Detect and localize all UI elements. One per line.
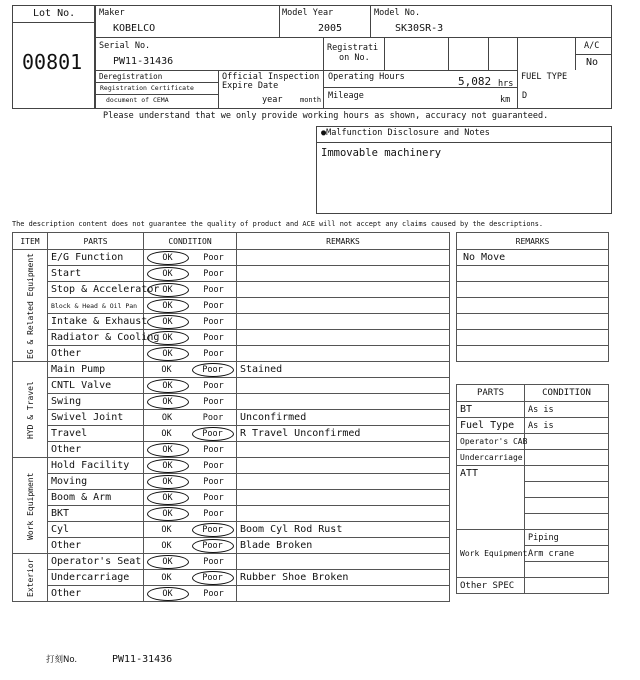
- registration-certificate-label: Registration Certificate: [100, 84, 194, 92]
- right-remark-row: [457, 266, 609, 282]
- condition-table: [12, 232, 450, 602]
- inspection-label: Official Inspection: [222, 72, 320, 82]
- remarks-table: [456, 232, 609, 362]
- remark-cell: [237, 554, 450, 570]
- remark-cell: [237, 506, 450, 522]
- maker-value: KOBELCO: [113, 23, 156, 34]
- table-row: [13, 314, 450, 330]
- condition-cell: [144, 506, 237, 522]
- condition-cell: [144, 474, 237, 490]
- att-value: [525, 466, 609, 482]
- poor-option: Poor: [192, 523, 234, 537]
- table-row: [13, 522, 450, 538]
- remark-cell: [237, 298, 450, 314]
- table-row: [13, 346, 450, 362]
- condition-cell: [144, 394, 237, 410]
- remark-cell: [237, 586, 450, 602]
- ok-option: OK: [161, 572, 172, 583]
- right-remark-row: [457, 330, 609, 346]
- table-row: [13, 298, 450, 314]
- part-name: Other: [48, 346, 144, 362]
- fuel-value: As is: [525, 418, 609, 434]
- condition-cell: [144, 458, 237, 474]
- poor-option: Poor: [203, 508, 224, 519]
- table-row: [13, 250, 450, 266]
- malfunction-text: Immovable machinery: [321, 147, 442, 159]
- mileage-label: Mileage: [328, 91, 364, 101]
- remark-cell: [237, 490, 450, 506]
- att-value: [525, 482, 609, 498]
- condition-cell: [144, 330, 237, 346]
- poor-option: Poor: [203, 444, 224, 455]
- remark-cell: [237, 394, 450, 410]
- fuel-label: Fuel Type: [457, 418, 525, 434]
- ok-option: OK: [147, 555, 189, 569]
- ok-option: OK: [147, 283, 189, 297]
- table-row: [13, 506, 450, 522]
- remark-cell: [237, 378, 450, 394]
- att-value: [525, 514, 609, 530]
- group-label: HYD & Travel: [13, 362, 48, 458]
- part-name: Stop & Accelerator: [48, 282, 144, 298]
- model-year-label: Model Year: [282, 8, 334, 18]
- bt-value: As is: [525, 402, 609, 418]
- ok-option: OK: [161, 540, 172, 551]
- remark-cell: [237, 458, 450, 474]
- ok-option: OK: [147, 395, 189, 409]
- fuel-type-value: D: [522, 91, 528, 101]
- poor-option: Poor: [203, 252, 224, 263]
- table-row: [13, 570, 450, 586]
- condition-cell: [144, 282, 237, 298]
- remark-cell: Blade Broken: [237, 538, 450, 554]
- table-row: [13, 410, 450, 426]
- registration-label-2: on No.: [339, 53, 370, 63]
- poor-option: Poor: [203, 380, 224, 391]
- ok-option: OK: [147, 459, 189, 473]
- condition-cell: [144, 362, 237, 378]
- ok-option: OK: [147, 443, 189, 457]
- right-remark-row: No Move: [457, 250, 609, 266]
- cab-value: [525, 434, 609, 450]
- model-year-value: 2005: [318, 23, 343, 34]
- serial-value: PW11-31436: [113, 56, 174, 67]
- spec-condition-header: CONDITION: [525, 385, 609, 402]
- hours-notice: Please understand that we only provide working hours as shown, accuracy not guaranteed.: [103, 111, 549, 121]
- poor-option: Poor: [203, 588, 224, 599]
- part-name: Hold Facility: [48, 458, 144, 474]
- part-name: Block & Head & Oil Pan: [48, 298, 144, 314]
- ok-option: OK: [161, 524, 172, 535]
- ac-label: A/C: [584, 41, 600, 51]
- part-name: Undercarriage: [48, 570, 144, 586]
- work-equipment-label: Work Equipment: [457, 530, 525, 578]
- ok-option: OK: [147, 507, 189, 521]
- table-row: [13, 266, 450, 282]
- right-remark-row: [457, 282, 609, 298]
- right-remark-row: [457, 314, 609, 330]
- lot-label: Lot No.: [33, 8, 76, 19]
- ok-option: OK: [147, 251, 189, 265]
- spec-table: [456, 384, 609, 594]
- table-row: [13, 554, 450, 570]
- condition-cell: [144, 490, 237, 506]
- registration-label: Registrati: [327, 43, 379, 53]
- condition-header: CONDITION: [144, 233, 237, 250]
- table-row: [13, 330, 450, 346]
- ok-option: OK: [147, 491, 189, 505]
- table-row: [13, 586, 450, 602]
- table-row: [13, 474, 450, 490]
- table-row: [13, 442, 450, 458]
- poor-option: Poor: [202, 412, 224, 423]
- condition-cell: [144, 378, 237, 394]
- model-no-value: SK30SR-3: [395, 23, 444, 34]
- undercarriage-value: [525, 450, 609, 466]
- ok-option: OK: [147, 587, 189, 601]
- remark-cell: [237, 314, 450, 330]
- table-row: [13, 538, 450, 554]
- cema-label: document of CEMA: [106, 96, 169, 104]
- remark-cell: [237, 474, 450, 490]
- part-name: Moving: [48, 474, 144, 490]
- ok-option: OK: [147, 331, 189, 345]
- year-label: year: [262, 95, 283, 105]
- ok-option: OK: [147, 315, 189, 329]
- remark-cell: Boom Cyl Rod Rust: [237, 522, 450, 538]
- undercarriage-label: Undercarriage: [457, 450, 525, 466]
- parts-header: PARTS: [48, 233, 144, 250]
- part-name: Cyl: [48, 522, 144, 538]
- remark-cell: [237, 250, 450, 266]
- part-name: Swing: [48, 394, 144, 410]
- right-remark-row: [457, 346, 609, 362]
- part-name: CNTL Valve: [48, 378, 144, 394]
- table-row: [13, 378, 450, 394]
- hrs-unit: hrs: [498, 79, 514, 89]
- att-label: ATT: [457, 466, 525, 530]
- work-equipment-value: Piping: [525, 530, 609, 546]
- table-row: [13, 490, 450, 506]
- inspection-label-2: Expire Date: [222, 81, 279, 91]
- operating-hours-value: 5,082: [458, 75, 492, 88]
- poor-option: Poor: [203, 268, 224, 279]
- group-label: Work Equipment: [13, 458, 48, 554]
- part-name: Other: [48, 586, 144, 602]
- part-name: Radiator & Cooling: [48, 330, 144, 346]
- group-label: EG & Related Equipment: [13, 250, 48, 362]
- malfunction-title: ●Malfunction Disclosure and Notes: [321, 128, 490, 138]
- table-row: [13, 458, 450, 474]
- poor-option: Poor: [203, 460, 224, 471]
- table-row: [13, 362, 450, 378]
- poor-option: Poor: [203, 316, 224, 327]
- cab-label: Operator's CAB: [457, 434, 525, 450]
- condition-cell: [144, 426, 237, 442]
- part-name: Operator's Seat: [48, 554, 144, 570]
- condition-cell: [144, 538, 237, 554]
- part-name: E/G Function: [48, 250, 144, 266]
- remark-cell: [237, 266, 450, 282]
- right-remarks-header: REMARKS: [457, 233, 609, 250]
- work-equipment-value: Arm crane: [525, 546, 609, 562]
- right-remark-row: [457, 298, 609, 314]
- table-row: [13, 394, 450, 410]
- month-label: month: [300, 96, 322, 104]
- ok-option: OK: [161, 412, 173, 423]
- fuel-type-label: FUEL TYPE: [521, 72, 568, 82]
- serial-label: Serial No.: [99, 41, 151, 51]
- km-unit: km: [500, 95, 511, 105]
- footer-value: PW11-31436: [112, 654, 173, 665]
- part-name: Main Pump: [48, 362, 144, 378]
- condition-cell: [144, 522, 237, 538]
- deregistration-label: Deregistration: [99, 72, 163, 81]
- remark-cell: [237, 330, 450, 346]
- poor-option: Poor: [203, 332, 224, 343]
- operating-hours-label: Operating Hours: [328, 72, 405, 82]
- condition-cell: [144, 410, 237, 426]
- poor-option: Poor: [203, 492, 224, 503]
- part-name: Swivel Joint: [48, 410, 144, 426]
- condition-cell: [144, 314, 237, 330]
- part-name: Other: [48, 442, 144, 458]
- remark-cell: R Travel Unconfirmed: [237, 426, 450, 442]
- ok-option: OK: [147, 379, 189, 393]
- remark-cell: Unconfirmed: [237, 410, 450, 426]
- att-value: [525, 498, 609, 514]
- bt-label: BT: [457, 402, 525, 418]
- condition-cell: [144, 266, 237, 282]
- condition-cell: [144, 442, 237, 458]
- part-name: Start: [48, 266, 144, 282]
- part-name: Other: [48, 538, 144, 554]
- group-label: Exterior: [13, 554, 48, 602]
- work-equipment-value: [525, 562, 609, 578]
- poor-option: Poor: [203, 476, 224, 487]
- remark-cell: [237, 442, 450, 458]
- condition-cell: [144, 298, 237, 314]
- poor-option: Poor: [192, 539, 234, 553]
- condition-cell: [144, 586, 237, 602]
- poor-option: Poor: [203, 348, 224, 359]
- table-row: [13, 426, 450, 442]
- remark-cell: Rubber Shoe Broken: [237, 570, 450, 586]
- malfunction-box: [316, 126, 612, 214]
- remark-cell: Stained: [237, 362, 450, 378]
- part-name: Boom & Arm: [48, 490, 144, 506]
- model-no-label: Model No.: [374, 8, 421, 18]
- ok-option: OK: [161, 364, 172, 375]
- other-spec-value: [525, 578, 609, 594]
- remarks-header: REMARKS: [237, 233, 450, 250]
- poor-option: Poor: [192, 571, 234, 585]
- ok-option: OK: [147, 475, 189, 489]
- remark-cell: [237, 346, 450, 362]
- part-name: BKT: [48, 506, 144, 522]
- lot-number: 00801: [22, 50, 83, 74]
- poor-option: Poor: [203, 284, 224, 295]
- footer-label: 打刻No.: [46, 655, 78, 665]
- poor-option: Poor: [203, 396, 224, 407]
- part-name: Travel: [48, 426, 144, 442]
- table-row: [13, 282, 450, 298]
- ac-value: No: [586, 57, 599, 68]
- ok-option: OK: [147, 267, 189, 281]
- poor-option: Poor: [203, 300, 224, 311]
- poor-option: Poor: [203, 556, 224, 567]
- poor-option: Poor: [192, 427, 234, 441]
- poor-option: Poor: [192, 363, 234, 377]
- condition-cell: [144, 570, 237, 586]
- condition-cell: [144, 250, 237, 266]
- spec-parts-header: PARTS: [457, 385, 525, 402]
- condition-cell: [144, 346, 237, 362]
- remark-cell: [237, 282, 450, 298]
- ok-option: OK: [147, 347, 189, 361]
- other-spec-label: Other SPEC: [457, 578, 525, 594]
- disclaimer: The description content does not guarantee the quality of product and ACE will not accept any claims caused by the descriptions.: [12, 220, 544, 228]
- condition-cell: [144, 554, 237, 570]
- item-header: ITEM: [13, 233, 48, 250]
- ok-option: OK: [147, 299, 189, 313]
- ok-option: OK: [161, 428, 172, 439]
- part-name: Intake & Exhaust: [48, 314, 144, 330]
- maker-label: Maker: [99, 8, 125, 18]
